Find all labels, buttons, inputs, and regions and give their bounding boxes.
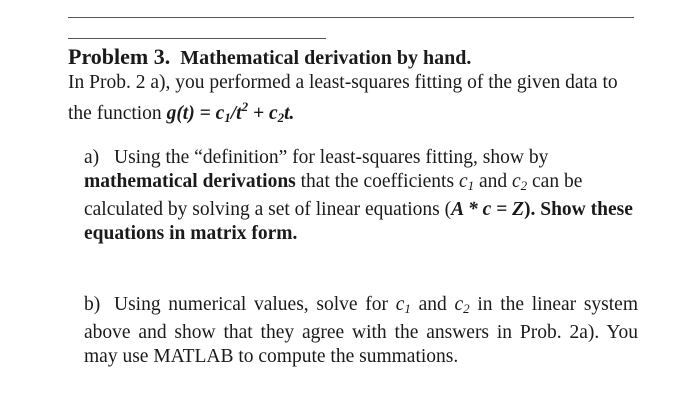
problem-intro (68, 71, 638, 130)
problem-title: Mathematical derivation by hand. (180, 47, 472, 69)
section-rule (68, 38, 326, 39)
coefficient-c1: $c_1$ (395, 294, 411, 316)
problem-number: Problem 3. (68, 44, 171, 69)
part-a-label: a) (84, 147, 100, 168)
function-expression: $g(t) = c_1/t^2 + c_2t$. (166, 99, 295, 125)
part-b-label: b) (84, 294, 101, 315)
part-a: a) Using the “definition” for least-squares fitting, show by mathematical derivations that the coefficients $c_1$ and $c_2$ can be calculated by solving a set of linear equations (A * c = Z). Show these equations in matrix form. (84, 147, 633, 244)
top-rule (68, 17, 634, 18)
matrix-equation: A * c = Z (451, 199, 524, 220)
problem-heading (68, 44, 638, 71)
emphasis-derivations: mathematical derivations (84, 171, 296, 192)
coefficient-c2: $c_2$ (512, 171, 528, 193)
coefficient-c2: $c_2$ (454, 294, 470, 316)
problem-document (68, 44, 638, 369)
intro-text: In Prob. 2 a), you performed a least-squares fitting of the given data to the function (68, 72, 618, 124)
coefficient-c1: $c_1$ (458, 171, 475, 193)
part-b: b) Using numerical values, solve for $c_1$ and $c_2$ in the linear system above and show that they agree with the answers in Prob. 2a). You may use MATLAB to compute the summations. (84, 294, 639, 367)
